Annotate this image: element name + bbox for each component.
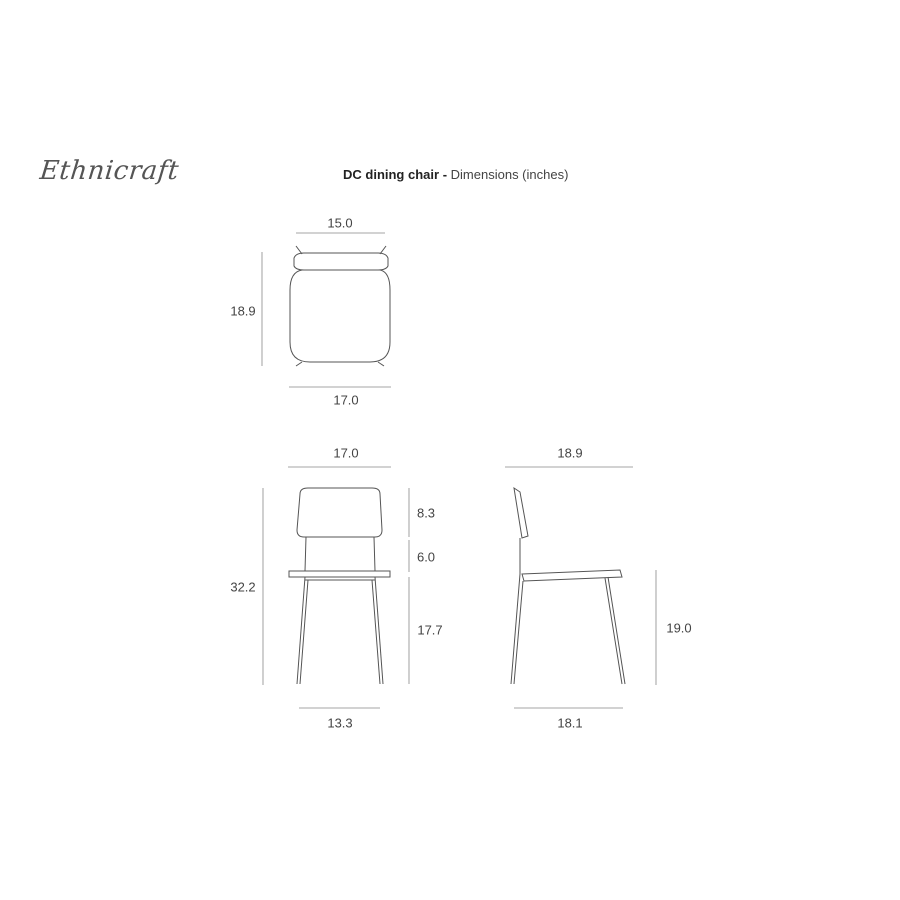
front-seat-height-label: 17.7 <box>417 622 443 638</box>
title-separator: - <box>442 167 448 182</box>
top-view-backrest-tab-left <box>296 246 302 254</box>
side-view-dimension-lines <box>505 467 656 708</box>
product-name: DC dining chair <box>343 167 440 182</box>
top-overall-width-label: 17.0 <box>333 392 359 408</box>
ethnicraft-logo: Ethnicraft <box>38 156 181 186</box>
front-overall-height-label: 32.2 <box>230 579 256 595</box>
front-view-back-post-right <box>374 537 375 571</box>
top-view-backrest-tab-right <box>380 246 386 254</box>
side-view-front-leg-inner <box>605 578 622 684</box>
side-leg-span-label: 18.1 <box>557 715 583 731</box>
top-view <box>290 246 390 366</box>
top-view-seat <box>290 270 390 362</box>
front-overall-width-label: 17.0 <box>333 445 359 461</box>
top-view-foot-left <box>296 362 302 366</box>
front-backrest-height-label: 8.3 <box>416 505 436 521</box>
front-back-gap-label: 6.0 <box>416 549 436 565</box>
front-view-dimension-lines <box>263 467 409 708</box>
front-leg-span-label: 13.3 <box>327 715 353 731</box>
front-view-backrest <box>297 488 382 537</box>
side-view <box>511 488 625 684</box>
front-view-seat <box>289 571 390 577</box>
top-seat-width-label: 15.0 <box>327 215 353 231</box>
side-view-seat <box>522 570 622 581</box>
side-view-front-leg <box>608 577 625 684</box>
side-overall-depth-label: 18.9 <box>557 445 583 461</box>
top-view-dimension-lines <box>262 233 391 387</box>
top-view-backrest <box>294 253 388 270</box>
front-view-back-post-left <box>305 537 306 571</box>
front-view <box>289 488 390 684</box>
title-subtitle: Dimensions (inches) <box>450 167 569 182</box>
top-depth-label: 18.9 <box>230 303 256 319</box>
side-seat-height-label: 19.0 <box>666 620 692 636</box>
top-view-foot-right <box>378 362 384 366</box>
side-view-backrest <box>514 488 528 538</box>
